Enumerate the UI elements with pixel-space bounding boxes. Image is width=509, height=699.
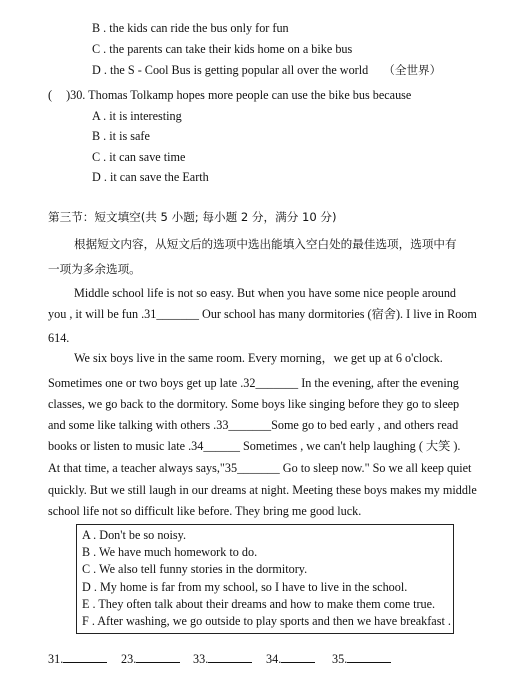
answer-33-blank[interactable] [208,650,252,663]
answer-35-label: 35. [332,652,348,666]
section3-heading: 第三节：短文填空(共 5 小题; 每小题 2 分，满分 10 分) [48,210,337,224]
answer-34-blank[interactable] [281,650,315,663]
q30-stem [48,87,411,103]
answer-31 [48,650,107,667]
passage-line: school life not so difficult like before. They bring me good luck. [48,504,362,518]
answer-33 [193,650,252,667]
answer-31-blank[interactable] [63,650,107,663]
q30-option-b: B . it is safe [92,129,150,143]
q29-option-d-note: （全世界） [383,63,442,77]
passage-line: At that time, a teacher always says,"35_______ Go to sleep now." So we all keep quiet [48,461,472,475]
passage-line: you , it will be fun .31_______ Our school has many dormitories (宿舍). I live in Room [48,307,477,321]
answer-34-label: 34. [266,652,282,666]
q29-option-c: C . the parents can take their kids home on a bike bus [92,42,353,56]
answer-32 [121,650,180,667]
passage-line: quickly. But we still laugh in our dreams at night. Meeting these boys makes my middle [48,483,477,497]
answer-35-blank[interactable] [347,650,391,663]
passage-line: We six boys live in the same room. Every morning，we get up at 6 o'clock. [74,351,443,365]
q30-option-c: C . it can save time [92,150,186,164]
section3-instruction-line2: 一项为多余选项。 [48,262,141,276]
passage-line: and some like talking with others .33_______Some go to bed early , and others read [48,418,459,432]
section3-instruction-line1: 根据短文内容，从短文后的选项中选出能填入空白处的最佳选项，选项中有 [74,237,457,251]
choice-a: A . Don't be so noisy. [82,528,186,542]
q30-option-d: D . it can save the Earth [92,170,209,184]
choice-b: B . We have much homework to do. [82,545,258,559]
choice-d: D . My home is far from my school, so I have to live in the school. [82,580,408,594]
passage-line: Middle school life is not so easy. But when you have some nice people around [74,286,457,300]
passage-line: 614. [48,331,70,345]
answer-32-blank[interactable] [136,650,180,663]
q30-stem-text: )30. Thomas Tolkamp hopes more people can use the bike bus because [66,88,412,102]
q29-option-b: B . the kids can ride the bus only for fun [92,21,289,35]
answer-33-label: 33. [193,652,209,666]
choice-c: C . We also tell funny stories in the dormitory. [82,562,308,576]
answer-31-label: 31. [48,652,64,666]
q29-option-d [92,62,441,78]
answer-34 [266,650,315,667]
passage-line: books or listen to music late .34______ Sometimes , we can't help laughing ( 大笑 ). [48,439,461,453]
answer-32-label: 23. [121,652,137,666]
q30-option-a: A . it is interesting [92,109,182,123]
passage-line: classes, we go back to the dormitory. Some boys like singing before they go to sleep [48,397,460,411]
choices-box [76,524,454,634]
q29-option-d-text: D . the S - Cool Bus is getting popular all over the world [92,63,369,77]
q30-paren: ( [48,88,53,102]
answer-35 [332,650,391,667]
choice-e: E . They often talk about their dreams and how to make them come true. [82,597,436,611]
choice-f: F . After washing, we go outside to play sports and then we have breakfast . [82,614,451,628]
passage-line: Sometimes one or two boys get up late .32_______ In the evening, after the evening [48,376,459,390]
